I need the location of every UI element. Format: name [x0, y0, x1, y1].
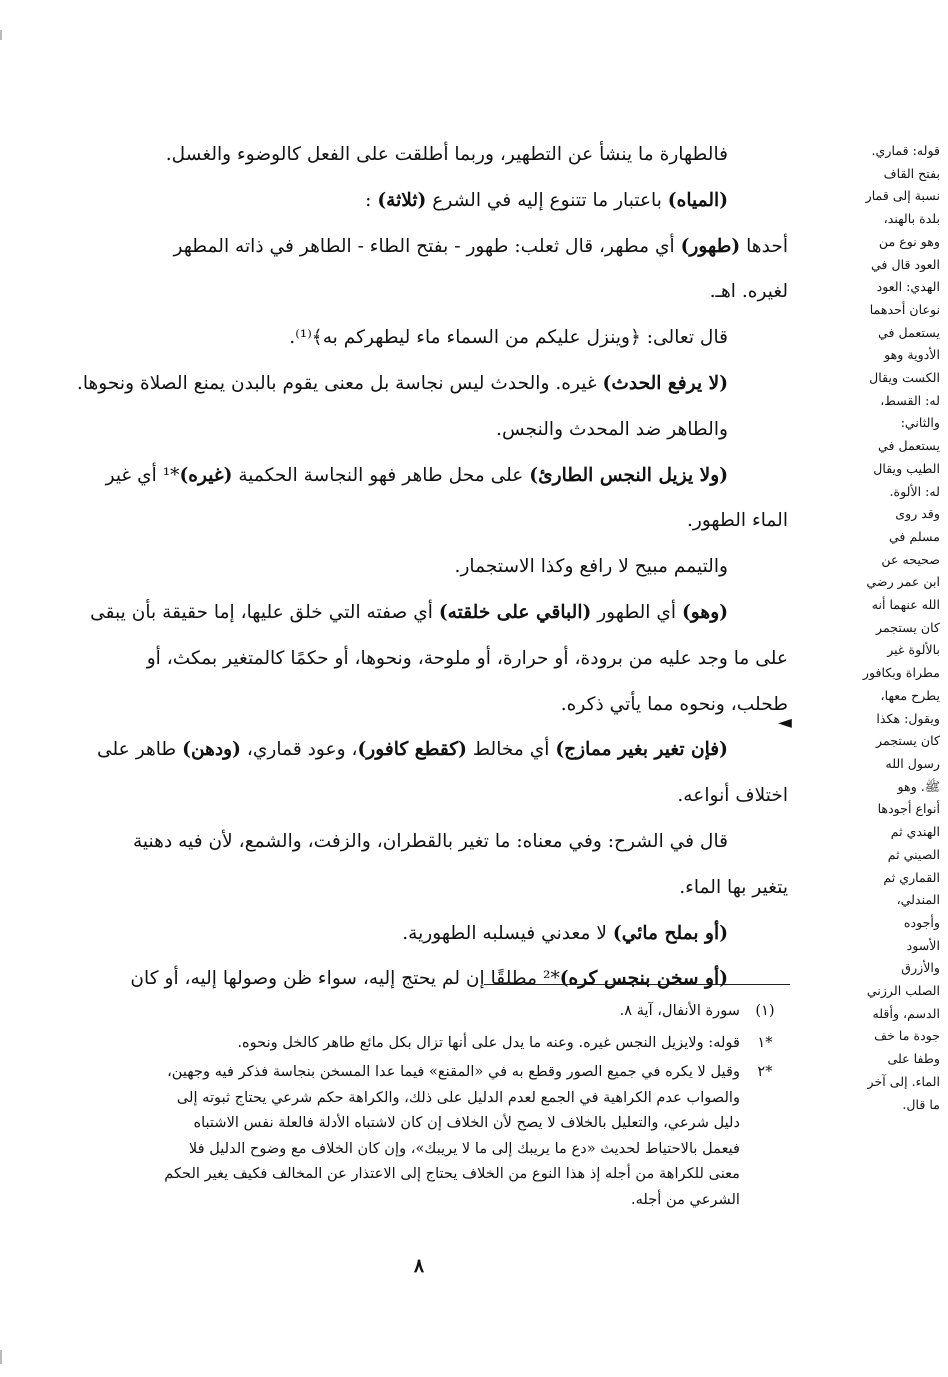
- margin-line: الماء. إلى آخر: [867, 1073, 940, 1089]
- margin-line: والثاني:: [900, 415, 940, 431]
- text-line: أحدها (طهور) أي مطهر، قال ثعلب: طهور - بفتح الطاء - الطاهر في ذاته المطهر: [173, 235, 788, 257]
- text-line: لغيره. اهـ.: [709, 281, 788, 303]
- main-text: [20, 132, 788, 1002]
- margin-line: والأزرق: [901, 960, 940, 976]
- text-line: على ما وجد عليه من برودة، أو حرارة، أو ملوحة، ونحوها، أو حكمًا كالمتغير بمكث، أو: [146, 647, 788, 669]
- text-line: (فإن تغير بغير ممازج) أي مخالط (كقطع كافور)، وعود قماري، (ودهن) طاهر على: [97, 739, 728, 761]
- margin-line: أنواع أجودها: [877, 801, 940, 817]
- text-line: (وهو) أي الطهور (الباقي على خلقته) أي صفته التي خلق عليها، إما حقيقة بأن يبقى: [90, 601, 728, 623]
- margin-line: المندلي،: [896, 892, 940, 908]
- margin-line: الطيب ويقال: [873, 460, 940, 476]
- text-line: قال في الشرح: وفي معناه: ما تغير بالقطران، والزفت، والشمع، لأن فيه دهنية: [132, 830, 728, 852]
- arrow-marker-icon: ◄: [778, 712, 792, 733]
- text-line: الماء الطهور.: [686, 510, 788, 532]
- text-line: والطاهر ضد المحدث والنجس.: [496, 418, 728, 440]
- margin-line: جودة ما خف: [874, 1028, 940, 1044]
- margin-commentary: [806, 140, 940, 1116]
- footnote-divider: [484, 984, 790, 985]
- margin-line: كان يستجمر: [876, 733, 940, 749]
- margin-line: الأسود: [906, 937, 940, 953]
- scan-edge-mark: [0, 30, 2, 40]
- margin-line: الهدي: العود: [876, 279, 940, 295]
- margin-line: بالألوة غير: [887, 642, 940, 658]
- margin-line: العود قال في: [870, 256, 940, 272]
- margin-line: نوعان أحدهما: [869, 301, 940, 317]
- margin-line: ﷺ. وهو: [897, 778, 940, 794]
- text-line: طحلب، ونحوه مما يأتي ذكره.: [560, 693, 788, 715]
- margin-line: له: الألوة.: [889, 483, 940, 499]
- margin-line: ابن عمر رضي: [866, 574, 940, 590]
- note-line: الشرعي من أجله.: [630, 1190, 740, 1208]
- scan-edge-mark: [0, 1350, 2, 1364]
- margin-line: الأدوية وهو: [884, 347, 940, 363]
- margin-line: وقد روى: [895, 506, 940, 522]
- margin-line: وهو نوع من: [878, 233, 940, 249]
- margin-line: الصلب الرزني: [866, 983, 940, 999]
- footnotes: [20, 995, 790, 1213]
- text-line: (أو بملح مائي) لا معدني فيسلبه الطهورية.: [402, 922, 728, 944]
- margin-line: ويقول: هكذا: [876, 710, 940, 726]
- margin-line: نسبة إلى قمار: [865, 188, 940, 204]
- margin-line: وطفا على: [887, 1051, 940, 1067]
- text-line: (ولا يزيل النجس الطارئ) على محل طاهر فهو النجاسة الحكمية (غيره)*¹ أي غير: [105, 464, 728, 486]
- note-line: دليل شرعي، والتعليل بالخلاف لا يصح لأن الخلاف إن كان لاشتباه الأدلة فالعلة نفس الاشتباه: [193, 1114, 740, 1132]
- text-line: قال تعالى: ﴿وينزل عليكم من السماء ماء ليطهركم به﴾⁽¹⁾.: [289, 327, 728, 349]
- margin-line: رسول الله: [885, 755, 940, 771]
- margin-line: الدسم، وأقله: [872, 1005, 940, 1021]
- text-line: (لا يرفع الحدث) غيره. والحدث ليس نجاسة بل معنى يقوم بالبدن يمنع الصلاة ونحوها.: [76, 372, 728, 394]
- text-line: يتغير بها الماء.: [679, 876, 788, 898]
- margin-line: مطراة وبكافور: [862, 665, 940, 681]
- margin-line: يستعمل في: [878, 438, 940, 454]
- margin-line: كان يستجمر: [876, 619, 940, 635]
- margin-line: وأجوده: [903, 914, 940, 930]
- text-line: والتيمم مبيح لا رافع وكذا الاستجمار.: [454, 556, 728, 578]
- note-line: والصواب عدم الكراهية في الجمع لعدم الدليل على ذلك، والكراهة حكم شرعي يحتاج ثبوته إلى: [176, 1088, 740, 1106]
- margin-line: الهندي ثم: [890, 824, 940, 840]
- text-line: فالطهارة ما ينشأ عن التطهير، وربما أطلقت على الفعل كالوضوء والغسل.: [165, 144, 728, 165]
- margin-line: بلدة بالهند،: [883, 211, 940, 227]
- text-line: (المياه) باعتبار ما تتنوع إليه في الشرع (ثلاثة) :: [365, 189, 728, 211]
- margin-line: قوله: قماري.: [871, 143, 940, 158]
- margin-line: بفتح القاف: [883, 165, 940, 181]
- margin-line: مسلم في: [888, 528, 940, 544]
- text-line: (أو سخن بنجس كره)*² مطلقًا إن لم يحتج إليه، سواء ظن وصولها إليه، أو كان: [130, 968, 728, 990]
- margin-line: القماري ثم: [883, 869, 940, 885]
- footnote: (١)سورة الأنفال، آية ٨.: [619, 1002, 775, 1019]
- margin-line: يستعمل في: [878, 324, 940, 340]
- text-line: اختلاف أنواعه.: [677, 785, 788, 807]
- margin-line: يطرح معها،: [880, 687, 940, 703]
- margin-line: ما قال.: [902, 1096, 940, 1112]
- margin-line: الله عنهما أنه: [871, 597, 940, 613]
- margin-line: الصيني ثم: [887, 846, 940, 862]
- margin-line: الكست ويقال: [869, 370, 940, 386]
- note-line: معنى للكراهة من أجله إذ هذا النوع من الخلاف يحتاج إلى الاعتذار عن المخالف فكيف يغير الحكم: [164, 1165, 740, 1183]
- note: *٢وقيل لا يكره في جميع الصور وقطع به في «المقنع» فيما عدا المسخن بنجاسة فذكر فيه وجهين،: [167, 1063, 773, 1080]
- note-line: فيعمل بالاحتياط لحديث «دع ما يريبك إلى ما لا يريبك»، وإن كان الخلاف مع وضوح الدليل فلا: [188, 1139, 740, 1157]
- note: *١قوله: ولايزيل النجس غيره. وعنه ما يدل على أنها تزال بكل مائع طاهر كالخل ونحوه.: [237, 1034, 773, 1051]
- margin-line: صحيحه عن: [881, 551, 940, 567]
- margin-line: له: القسط،: [880, 392, 940, 408]
- page-number: ٨: [413, 1255, 425, 1277]
